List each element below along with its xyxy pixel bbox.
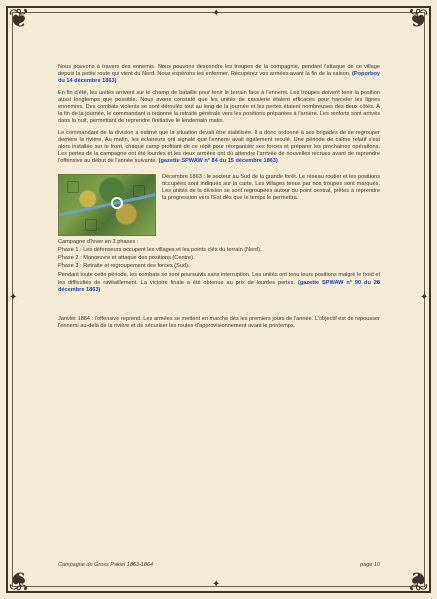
paragraph-4: Pendant toute cette période, les combats se sont poursuivis sans interruption. Les unités ont tenu leurs positions malgré le froid et les difficultés de ravitaillement. La victoire finale a été obtenue au prix de lourdes pertes. (gazette SPWAW n° 90 du 28 décembre 1863) xyxy=(58,272,380,293)
reference-link[interactable]: (gazette SPWAW n° 90 du 28 décembre 1863) xyxy=(58,279,380,293)
paragraph-1: Nous pouvons à travers des ennemis. Nous pouvons descendre les troupes de la compagnie, pendant l'attaque de ce village depuis la petite route qui vient du Nord. Nous espérons les enfermer. Récupérez vos armées avant la fin de la saison. (Poporboy du 14 décembre 1863) xyxy=(58,64,380,85)
figure-caption: Décembre 1863 : le secteur au Sud de la grande forêt. Le réseau routier et les positions occupées sont indiqués sur la carte. Les villages tenus par nos troupes sont marqués. Les unités de la division se sont regroupées autour du point central, prêtes à reprendre la progression vers l'Est dès que le temps le permettra. xyxy=(162,173,380,202)
page-number: page 10 xyxy=(360,562,380,568)
document-body xyxy=(58,64,380,334)
corner-ornament-icon: ❦ xyxy=(8,565,30,595)
paragraph-5: Janvier 1864 : l'offensive reprend. Les armées se mettent en marche dès les premiers jours de l'année. L'objectif est de repousser l'ennemi au-delà de la rivière et de sécuriser les routes d'approvisionnement avant le printemps. xyxy=(58,316,380,330)
figure-block xyxy=(58,174,380,236)
corner-ornament-icon: ❦ xyxy=(407,565,429,595)
footer-title: Campagne de Gross Pakiel 1863-1864 xyxy=(58,562,154,568)
page-footer xyxy=(58,562,380,568)
map-hex xyxy=(85,219,97,231)
right-ornament-icon: ✦ xyxy=(420,292,429,303)
list-title: Campagne d'hiver en 3 phases : xyxy=(58,238,139,245)
phase-list xyxy=(58,239,380,271)
map-hex xyxy=(67,181,79,193)
map-marker-icon xyxy=(111,197,123,209)
paragraph-2: En fin d'été, les unités arrivent sur le champ de bataille pour tenir le terrain face à l'ennemi. Les troupes doivent tenir la position aussi longtemps que possible. Nous avons constaté que les unités de cavalerie étaient efficaces pour harceler les lignes ennemies. Des combats violents se sont déroulés tout au long de la journée et les pertes étaient nombreuses des deux côtés. À la fin de la journée, le commandant a ordonné la retraite générale vers les positions préparées à l'arrière. Les renforts sont arrivés dans la nuit, permettant de reprendre l'initiative le lendemain matin. xyxy=(58,89,380,125)
map-river xyxy=(58,191,156,217)
list-item: Phase 3 : Retraite et regroupement des forces (Sud). xyxy=(58,263,190,270)
reference-link[interactable]: (Poporboy du 14 décembre 1863) xyxy=(58,71,380,85)
map-image xyxy=(58,174,156,236)
top-ornament-icon: ✦ xyxy=(212,8,221,19)
reference-link[interactable]: (gazette SPWAW n° 84 du 15 décembre 1863) xyxy=(158,158,278,165)
corner-ornament-icon: ❦ xyxy=(407,4,429,34)
bottom-ornament-icon: ✦ xyxy=(212,579,221,590)
list-item: Phase 2 : Manœuvre et attaque des positions (Centre). xyxy=(58,255,195,262)
corner-ornament-icon: ❦ xyxy=(8,4,30,34)
paragraph-3: Le commandant de la division a estimé que la situation devait être stabilisée. Il a donc ordonné à ses brigades de se regrouper derrière la rivière. Au matin, les éclaireurs ont signalé que l'ennemi avait également reculé. Une période de calme relatif s'est alors installée sur le front, chaque camp profitant de ce répit pour réorganiser ses forces et préparer les prochaines opérations. Les pertes de la campagne ont été lourdes et les deux armées ont dû attendre l'arrivée de nouvelles recrues avant de reprendre l'offensive au début de l'année suivante. (gazette SPWAW n° 84 du 15 décembre 1863) xyxy=(58,129,380,165)
left-ornament-icon: ✦ xyxy=(9,292,18,303)
list-item: Phase 1 : Les défenseurs occupent les villages et les points clés du terrain (Nord). xyxy=(58,246,262,253)
